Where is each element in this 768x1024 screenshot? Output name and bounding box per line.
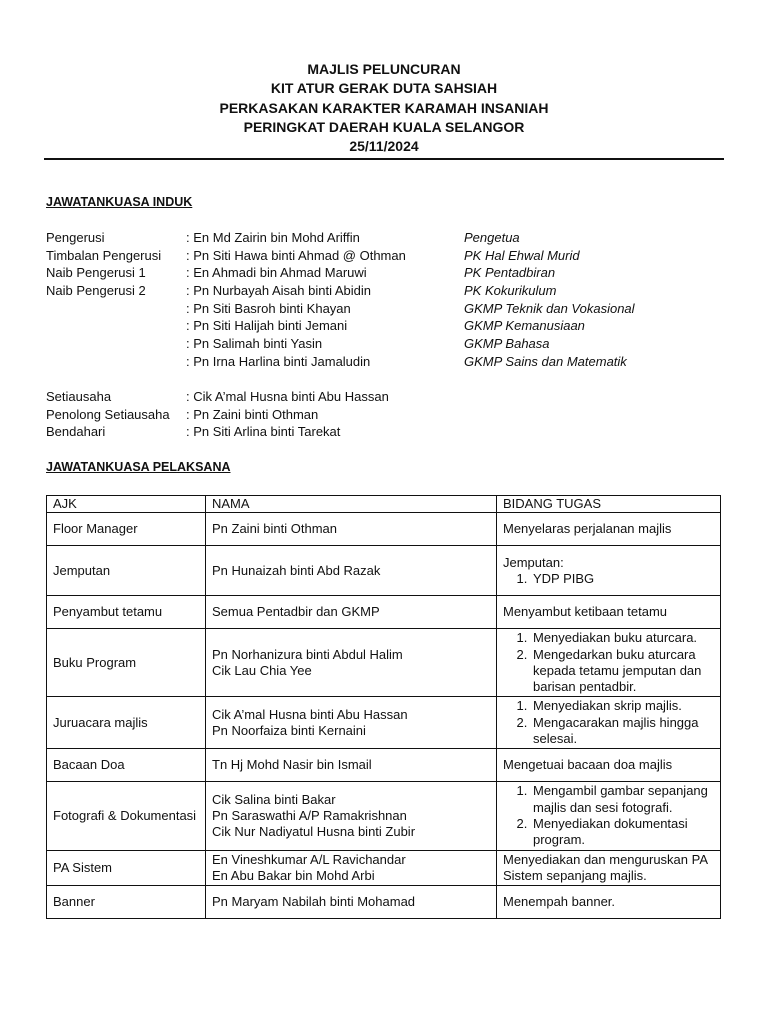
person-name: Pn Hunaizah binti Abd Razak — [212, 562, 381, 578]
nama-cell — [206, 749, 497, 782]
induk-heading: JAWATANKUASA INDUK — [46, 195, 193, 209]
title-line-4: PERINGKAT DAERAH KUALA SELANGOR — [243, 118, 525, 135]
ajk-cell: Fotografi & Dokumentasi — [47, 782, 206, 850]
member-name: : En Ahmadi bin Ahmad Maruwi — [186, 265, 367, 281]
bidang-tugas-cell — [497, 782, 721, 850]
person-name: En Vineshkumar A/L Ravichandar — [212, 851, 406, 867]
member-role: GKMP Kemanusiaan — [464, 318, 585, 334]
nama-cell — [206, 782, 497, 850]
member-role: GKMP Bahasa — [464, 336, 550, 352]
position-label: Timbalan Pengerusi — [46, 247, 162, 263]
nama-cell — [206, 886, 497, 919]
nama-cell — [206, 850, 497, 886]
nama-cell — [206, 596, 497, 629]
title-date: 25/11/2024 — [349, 138, 419, 155]
duty-item: 1. YDP PIBG — [531, 571, 714, 587]
ajk-cell: Juruacara majlis — [47, 697, 206, 749]
ajk-cell: Penyambut tetamu — [47, 596, 206, 629]
position-label: Bendahari — [46, 424, 106, 440]
document-title — [0, 60, 768, 156]
member-name: : Cik A’mal Husna binti Abu Hassan — [186, 389, 389, 404]
ajk-cell: Floor Manager — [47, 513, 206, 546]
ajk-cell: Bacaan Doa — [47, 749, 206, 782]
table-row — [47, 850, 721, 886]
column-header-bidang-tugas: BIDANG TUGAS — [497, 496, 721, 513]
duty-intro: Jemputan: — [503, 554, 564, 570]
title-divider — [44, 158, 724, 160]
nama-cell — [206, 697, 497, 749]
table-header-row — [47, 496, 721, 513]
column-header-ajk: AJK — [47, 496, 206, 513]
bidang-tugas-cell — [497, 629, 721, 697]
position-label: Naib Pengerusi 2 — [46, 283, 146, 299]
bidang-tugas-cell — [497, 513, 721, 546]
bidang-tugas-cell — [497, 749, 721, 782]
duty-item: 1. Mengambil gambar sepanjang majlis dan sesi fotografi. — [531, 783, 714, 816]
duty-list — [503, 571, 714, 587]
ajk-cell: PA Sistem — [47, 850, 206, 886]
member-name: : Pn Siti Halijah binti Jemani — [186, 318, 348, 334]
position-label: Pengerusi — [46, 230, 105, 245]
bidang-tugas-cell — [497, 886, 721, 919]
duty-item: 2. Mengedarkan buku aturcara kepada tetamu jemputan dan barisan pentadbir. — [531, 647, 714, 696]
table-row — [47, 629, 721, 697]
bidang-tugas-cell — [497, 850, 721, 886]
member-role: GKMP Teknik dan Vokasional — [464, 300, 635, 316]
member-name: : Pn Nurbayah Aisah binti Abidin — [186, 283, 372, 299]
member-name: : En Md Zairin bin Mohd Ariffin — [186, 230, 360, 245]
table-row — [47, 697, 721, 749]
member-role: PK Pentadbiran — [464, 265, 556, 281]
table-row — [47, 513, 721, 546]
ajk-cell: Banner — [47, 886, 206, 919]
title-line-3: PERKASAKAN KARAKTER KARAMAH INSANIAH — [219, 99, 549, 116]
person-name: Pn Zaini binti Othman — [212, 521, 338, 537]
person-name: Cik Lau Chia Yee — [212, 662, 312, 678]
member-role: GKMP Sains dan Matematik — [464, 353, 627, 369]
table-row — [47, 546, 721, 596]
person-name: Tn Hj Mohd Nasir bin Ismail — [212, 757, 372, 773]
person-name: Semua Pentadbir dan GKMP — [212, 604, 380, 620]
duty-item: 1. Menyediakan buku aturcara. — [531, 630, 714, 646]
person-name: Cik Nur Nadiyatul Husna binti Zubir — [212, 824, 416, 840]
member-role: PK Kokurikulum — [464, 283, 557, 299]
duty-text: Menyelaras perjalanan majlis — [503, 521, 672, 537]
member-name: : Pn Zaini binti Othman — [186, 406, 319, 422]
duty-item: 2. Mengacarakan majlis hingga selesai. — [531, 715, 714, 748]
bidang-tugas-cell — [497, 596, 721, 629]
ajk-cell: Jemputan — [47, 546, 206, 596]
member-role: PK Hal Ehwal Murid — [464, 247, 580, 263]
position-label: Penolong Setiausaha — [46, 406, 170, 422]
person-name: Cik A’mal Husna binti Abu Hassan — [212, 706, 408, 722]
duty-text: Menyambut ketibaan tetamu — [503, 604, 668, 620]
person-name: Pn Maryam Nabilah binti Mohamad — [212, 894, 416, 909]
member-name: : Pn Siti Hawa binti Ahmad @ Othman — [186, 247, 406, 263]
member-name: : Pn Irna Harlina binti Jamaludin — [186, 353, 371, 369]
person-name: Cik Salina binti Bakar — [212, 791, 336, 807]
duty-text: Mengetuai bacaan doa majlis — [503, 757, 673, 773]
pelaksana-heading: JAWATANKUASA PELAKSANA — [46, 460, 231, 474]
table-row — [47, 782, 721, 850]
person-name: Pn Saraswathi A/P Ramakrishnan — [212, 807, 407, 823]
member-name: : Pn Siti Arlina binti Tarekat — [186, 424, 341, 440]
pelaksana-table — [46, 495, 721, 919]
table-row — [47, 886, 721, 919]
person-name: Pn Noorfaiza binti Kernaini — [212, 722, 366, 738]
table-row — [47, 596, 721, 629]
bidang-tugas-cell — [497, 697, 721, 749]
bidang-tugas-cell — [497, 546, 721, 596]
nama-cell — [206, 546, 497, 596]
duty-list — [503, 698, 714, 747]
duty-list — [503, 630, 714, 695]
member-name: : Pn Salimah binti Yasin — [186, 336, 323, 352]
table-row — [47, 749, 721, 782]
person-name: Pn Norhanizura binti Abdul Halim — [212, 646, 403, 662]
duty-text: Menempah banner. — [503, 894, 616, 909]
ajk-cell: Buku Program — [47, 629, 206, 697]
title-line-1: MAJLIS PELUNCURAN — [307, 61, 461, 77]
position-label: Setiausaha — [46, 389, 112, 404]
duty-list — [503, 783, 714, 848]
duty-text: Menyediakan dan menguruskan PA Sistem sepanjang majlis. — [503, 851, 708, 883]
member-name: : Pn Siti Basroh binti Khayan — [186, 300, 351, 316]
duty-item: 1. Menyediakan skrip majlis. — [531, 698, 714, 714]
duty-item: 2. Menyediakan dokumentasi program. — [531, 816, 714, 849]
person-name: En Abu Bakar bin Mohd Arbi — [212, 867, 375, 883]
member-role: Pengetua — [464, 230, 520, 245]
nama-cell — [206, 629, 497, 697]
title-line-2: KIT ATUR GERAK DUTA SAHSIAH — [270, 80, 498, 97]
column-header-nama: NAMA — [206, 496, 497, 513]
nama-cell — [206, 513, 497, 546]
position-label: Naib Pengerusi 1 — [46, 265, 146, 281]
